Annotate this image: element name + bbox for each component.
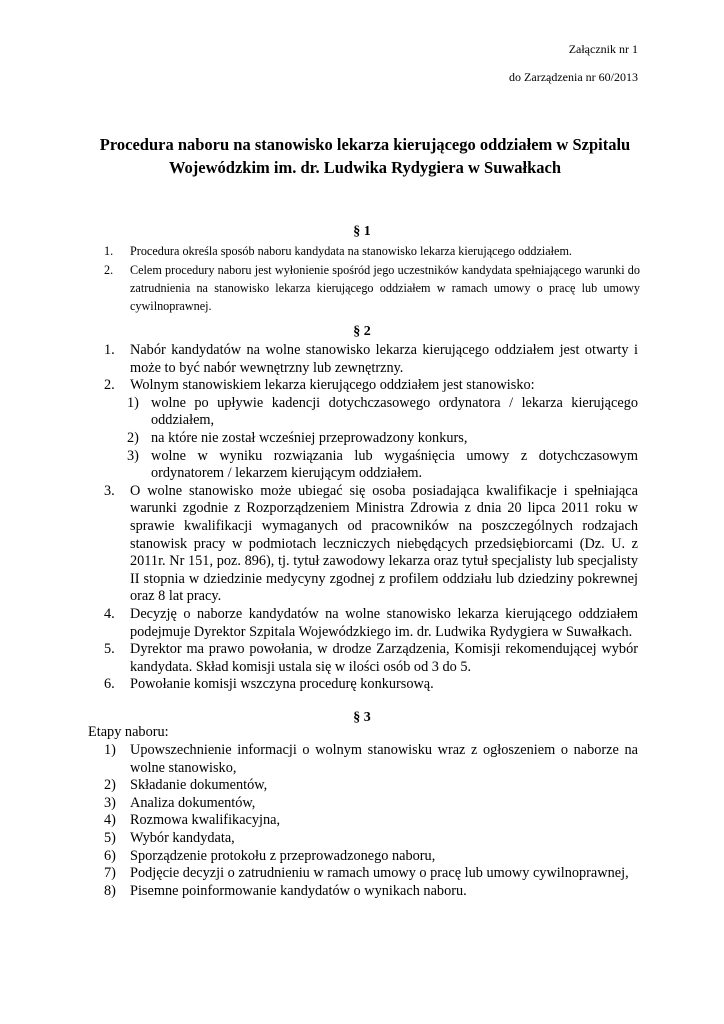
item-number: 3) <box>104 794 116 811</box>
sub-item-number: 3) <box>127 447 139 464</box>
item-text: Procedura określa sposób naboru kandydata na stanowisko lekarza kierującego oddziałem. <box>130 244 572 258</box>
section-1-list <box>104 242 640 316</box>
list-item <box>104 882 638 901</box>
order-reference: do Zarządzenia nr 60/2013 <box>509 70 638 84</box>
list-item <box>104 482 638 606</box>
section-1-heading: § 1 <box>353 224 371 239</box>
list-item <box>104 742 638 777</box>
list-item <box>104 377 638 483</box>
stages-intro: Etapy naboru: <box>88 724 169 740</box>
list-item <box>104 794 638 813</box>
item-number: 3. <box>104 482 115 499</box>
section-2-heading: § 2 <box>353 324 371 339</box>
item-text: Powołanie komisji wszczyna procedurę konkursową. <box>130 676 434 693</box>
section-3-heading: § 3 <box>353 710 371 725</box>
item-number: 1. <box>104 244 114 258</box>
title-line-1: Procedura naboru na stanowisko lekarza kierującego oddziałem w Szpitalu <box>99 135 631 154</box>
item-number: 5) <box>104 829 116 846</box>
item-text: Upowszechnienie informacji o wolnym stanowisku wraz z ogłoszeniem o naborze na wolne stanowisko, <box>130 742 638 776</box>
item-number: 1) <box>104 742 116 758</box>
item-number: 4. <box>104 605 115 622</box>
item-number: 8) <box>104 882 116 899</box>
item-number: 6) <box>104 847 116 864</box>
item-number: 7) <box>104 865 116 882</box>
list-item <box>104 865 638 883</box>
item-text: Podjęcie decyzji o zatrudnieniu w ramach umowy o pracę lub umowy cywilnoprawnej, <box>130 865 629 882</box>
sub-item-text: na które nie został wcześniej przeprowadzony konkurs, <box>151 429 468 446</box>
list-item <box>104 242 640 260</box>
item-text: Decyzję o naborze kandydatów na wolne stanowisko lekarza kierującego oddziałem podejmuje Dyrektor Szpitala Wojewódzkiego im. dr. Ludwika Rydygiera w Suwałkach. <box>130 605 638 640</box>
item-text: Sporządzenie protokołu z przeprowadzonego naboru, <box>130 847 436 864</box>
title-line-2: Wojewódzkim im. dr. Ludwika Rydygiera w Suwałkach <box>168 158 562 177</box>
item-text: O wolne stanowisko może ubiegać się osoba posiadająca kwalifikacje i spełniająca warunki zgodnie z Rozporządzeniem Ministra Zdrowia z dnia 20 lipca 2011 roku w sprawie kwalifikacji wymaganych od pracowników na poszczególnych rodzajach stanowisk pracy w podmiotach leczniczych niebędących przedsiębiorcami (Dz. U. z 2011r. Nr 151, poz. 896), tj. tytuł zawodowy lekarza oraz tytuł specjalisty lub specjalisty II stopnia w dziedzinie medycyny zgodnej z profilem oddziału lub dziedziny pokrewnej oraz 8 lat pracy. <box>130 482 638 605</box>
document-title <box>70 133 660 179</box>
item-number: 2. <box>104 377 115 394</box>
list-item <box>104 847 638 866</box>
sub-list-item <box>127 394 638 430</box>
item-number: 6. <box>104 676 115 693</box>
list-item <box>104 777 638 795</box>
item-number: 5. <box>104 641 115 658</box>
list-item <box>104 342 638 377</box>
sub-list-item <box>127 429 638 448</box>
item-number: 4) <box>104 812 116 829</box>
item-text: Pisemne poinformowanie kandydatów o wynikach naboru. <box>130 882 467 899</box>
item-number: 2. <box>104 263 114 277</box>
list-item <box>104 676 638 694</box>
item-text: Dyrektor ma prawo powołania, w drodze Zarządzenia, Komisji rekomendującej wybór kandydata. Skład komisji ustala się w ilości osób od 3 do 5. <box>130 641 638 675</box>
sub-item-number: 2) <box>127 429 139 446</box>
list-item <box>104 261 640 315</box>
item-text: Celem procedury naboru jest wyłonienie spośród jego uczestników kandydata spełniającego warunki do zatrudnienia na stanowisko lekarza kierującego oddziałem w ramach umowy o pracę lub umowy cywilnoprawnej. <box>130 263 640 313</box>
item-text: Wybór kandydata, <box>130 829 235 846</box>
list-item <box>104 605 638 641</box>
sub-list-item <box>127 447 638 483</box>
item-number: 2) <box>104 777 116 794</box>
sub-item-text: wolne po upływie kadencji dotychczasowego ordynatora / lekarza kierującego oddziałem, <box>151 394 638 429</box>
list-item <box>104 812 638 830</box>
attachment-label: Załącznik nr 1 <box>568 42 638 56</box>
sub-list <box>127 394 638 483</box>
list-item <box>104 641 638 676</box>
sub-item-number: 1) <box>127 394 139 411</box>
item-text: Nabór kandydatów na wolne stanowisko lekarza kierującego oddziałem jest otwarty i może to być nabór wewnętrzny lub zewnętrzny. <box>130 342 638 376</box>
sub-item-text: wolne w wyniku rozwiązania lub wygaśnięcia umowy z dotychczasowym ordynatorem / lekarzem kierującym oddziałem. <box>151 447 638 482</box>
section-2-list <box>104 342 638 694</box>
section-3-list <box>104 742 638 900</box>
item-number: 1. <box>104 342 115 358</box>
item-text: Rozmowa kwalifikacyjna, <box>130 812 281 829</box>
item-text: Składanie dokumentów, <box>130 777 268 794</box>
item-text: Wolnym stanowiskiem lekarza kierującego oddziałem jest stanowisko: <box>130 377 535 394</box>
item-text: Analiza dokumentów, <box>130 794 256 811</box>
list-item <box>104 829 638 848</box>
